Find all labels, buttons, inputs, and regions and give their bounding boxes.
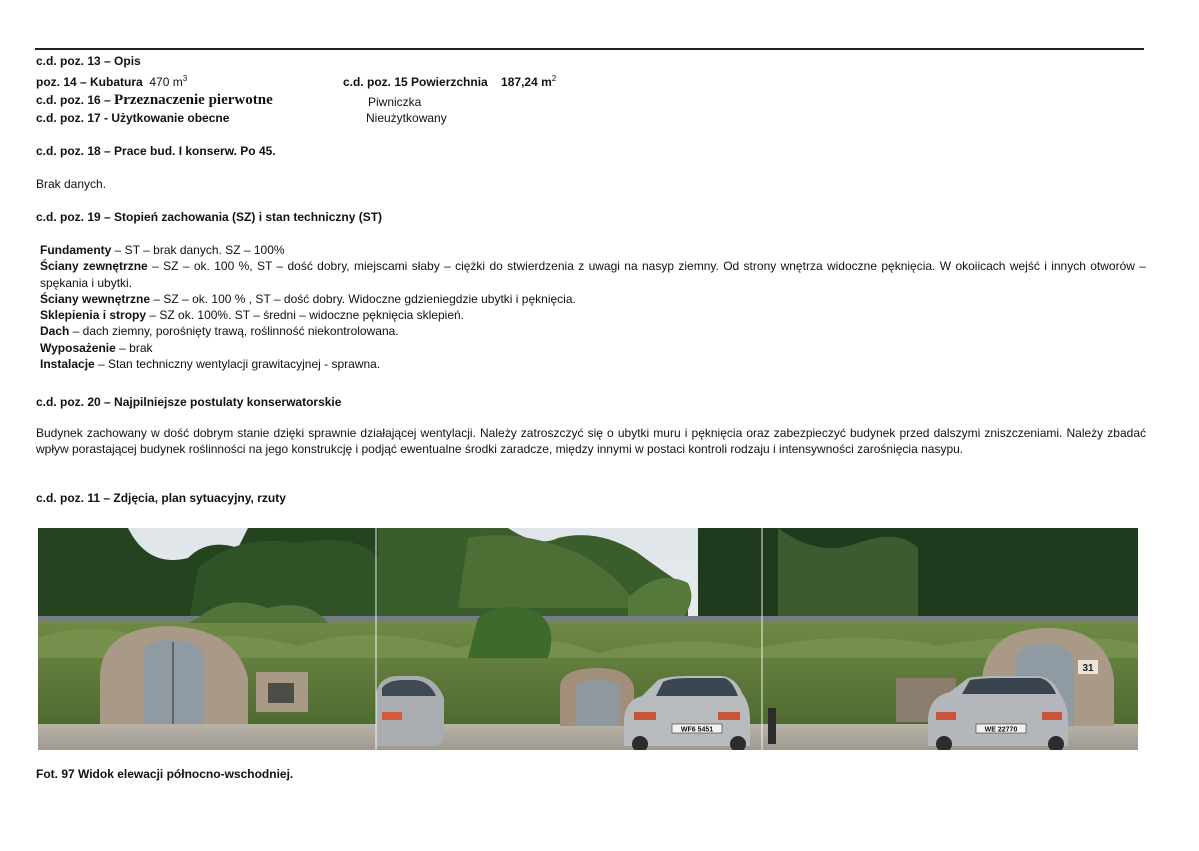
pos16-row	[36, 93, 273, 107]
section19-title: c.d. poz. 19 – Stopień zachowania (SZ) i stan techniczny (ST)	[36, 210, 383, 224]
condition-item	[40, 356, 1146, 372]
condition-item	[40, 340, 1146, 356]
header-rule	[35, 48, 1144, 50]
photo-caption: Fot. 97 Widok elewacji północno-wschodniej.	[36, 767, 294, 781]
pos15-value: 187,24 m	[501, 75, 552, 89]
condition-list	[40, 242, 1146, 372]
pos14-value: 470 m	[149, 75, 183, 89]
condition-text: – brak	[115, 340, 153, 355]
condition-label: Ściany wewnętrzne	[40, 291, 151, 306]
pos16-label: c.d. poz. 16 –	[36, 93, 111, 107]
pos16-value: Piwniczka	[368, 95, 422, 109]
pos15-label: c.d. poz. 15 Powierzchnia	[343, 75, 488, 89]
condition-text: – SZ – ok. 100 % , ST – dość dobry. Widoczne gdzieniegdzie ubytki i pęknięcia.	[150, 291, 576, 306]
condition-text: – SZ ok. 100%. ST – średni – widoczne pęknięcia sklepień.	[146, 308, 464, 323]
panorama-illustration	[38, 528, 1138, 750]
condition-item	[40, 258, 1146, 291]
condition-text: – Stan techniczny wentylacji grawitacyjnej - sprawna.	[94, 357, 381, 372]
pos13-title: c.d. poz. 13 – Opis	[36, 54, 141, 68]
panorama-photo	[38, 528, 1138, 750]
pos14-label: poz. 14 – Kubatura	[36, 75, 143, 89]
condition-text: – SZ – ok. 100 %, ST – dość dobry, miejscami słaby – ciężki do stwierdzenia z uwagi na nasyp ziemny. Od strony wnętrza widoczne pęknięcia. W okoiicach wejść i innych otworów – spękania i ubytki.	[40, 259, 1146, 290]
license-plate-left: WF6 5451	[680, 726, 714, 734]
building-number: 31	[1082, 663, 1094, 674]
condition-label: Ściany zewnętrzne	[40, 259, 148, 274]
condition-item	[40, 323, 1146, 339]
section18-text: Brak danych.	[36, 177, 107, 191]
section18-title: c.d. poz. 18 – Prace bud. I konserw. Po 45.	[36, 144, 276, 158]
pos16-title: Przeznaczenie pierwotne	[114, 92, 273, 108]
section20-text: Budynek zachowany w dość dobrym stanie dzięki sprawnie działającej wentylacji. Należy zatroszczyć się o ubytki muru i pęknięcia oraz zabezpieczyć budynek przed dalszymi zniszczeniami. Należy zbadać wpływ porastającej budynek roślinności na jego konstrukcję i podjąć ewentualne środki zaradcze, między innymi w postaci kontroli rodzaju i intensywności zarośnięcia nasypu.	[36, 426, 1146, 456]
condition-label: Fundamenty	[40, 243, 112, 257]
condition-text: – dach ziemny, porośnięty trawą, roślinność niekontrolowana.	[69, 324, 399, 339]
condition-text: – ST – brak danych. SZ – 100%	[111, 243, 285, 257]
pos14-unit-sup: 3	[182, 74, 188, 83]
condition-label: Instalacje	[40, 357, 95, 372]
condition-label: Sklepienia i stropy	[40, 308, 147, 323]
condition-label: Wyposażenie	[40, 340, 116, 355]
section20-title: c.d. poz. 20 – Najpilniejsze postulaty konserwatorskie	[36, 395, 342, 409]
condition-item	[40, 307, 1146, 323]
pos14-row	[36, 75, 187, 89]
condition-item	[40, 291, 1146, 307]
license-plate-right: WE 22770	[984, 726, 1018, 734]
condition-label: Dach	[40, 324, 70, 339]
condition-item	[40, 242, 1146, 258]
pos15-unit-sup: 2	[551, 74, 557, 83]
section11-title: c.d. poz. 11 – Zdjęcia, plan sytuacyjny, rzuty	[36, 491, 286, 505]
pos17-label: c.d. poz. 17 - Użytkowanie obecne	[36, 111, 230, 125]
pos15-row	[343, 75, 556, 89]
pos17-value: Nieużytkowany	[366, 111, 447, 125]
